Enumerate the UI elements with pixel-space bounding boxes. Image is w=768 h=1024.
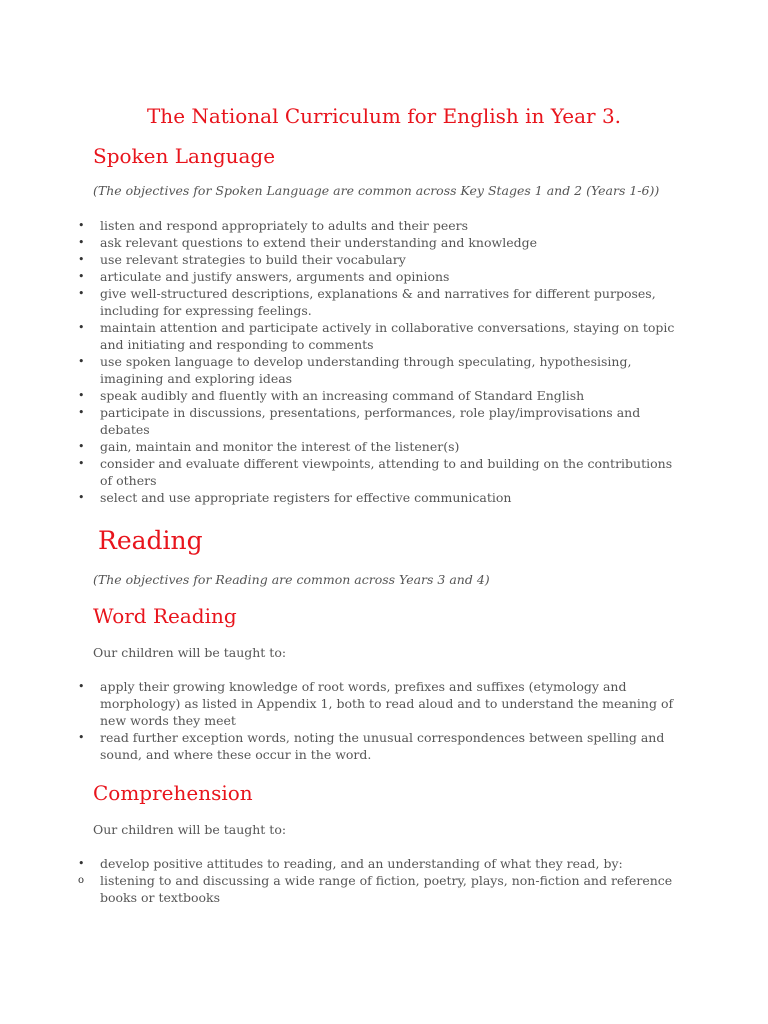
comprehension-intro: Our children will be taught to: [93,822,287,837]
list-item: • read further exception words, noting the unusual correspondences between spelling and sound, and where these occur in the word. [78,730,665,762]
document-title: The National Curriculum for English in Year 3. [146,104,622,128]
list-item: • apply their growing knowledge of root words, prefixes and suffixes (etymology and morphology) as listed in Appendix 1, both to read aloud and to understand the meaning of new words they meet [78,679,674,728]
spoken-language-note: (The objectives for Spoken Language are common across Key Stages 1 and 2 (Years 1-6)) [93,183,660,198]
list-item: • participate in discussions, presentations, performances, role play/improvisations and debates [78,405,641,437]
bullet-marker: • [78,731,85,744]
list-item: • speak audibly and fluently with an increasing command of Standard English [78,388,585,403]
bullet-marker: • [78,219,85,232]
list-item: • listen and respond appropriately to adults and their peers [78,218,469,233]
bullet-marker: • [78,389,85,402]
list-item: • ask relevant questions to extend their understanding and knowledge [78,235,537,250]
bullet-marker: • [78,457,85,470]
list-item: • articulate and justify answers, arguments and opinions [78,269,450,284]
list-item: • use relevant strategies to build their vocabulary [78,252,406,267]
bullet-marker: • [78,406,85,419]
word-reading-heading: Word Reading [93,604,237,628]
comprehension-list [0,855,768,906]
bullet-marker: • [78,440,85,453]
spoken-language-heading: Spoken Language [93,144,276,168]
bullet-marker: • [78,355,85,368]
list-item: • consider and evaluate different viewpoints, attending to and building on the contributions of others [78,456,673,488]
list-item: • give well-structured descriptions, explanations & and narratives for different purposes, including for expressing feelings. [78,286,656,318]
circle-bullet-marker: o [78,875,85,886]
reading-heading: Reading [98,526,203,555]
list-item: • maintain attention and participate actively in collaborative conversations, staying on topic and initiating and responding to comments [78,320,675,352]
list-item: • gain, maintain and monitor the interest of the listener(s) [78,439,460,454]
bullet-marker: • [78,680,85,693]
bullet-marker: • [78,287,85,300]
bullet-marker: • [78,270,85,283]
word-reading-list [0,678,768,763]
reading-note: (The objectives for Reading are common across Years 3 and 4) [93,572,490,587]
bullet-marker: • [78,236,85,249]
list-item: • develop positive attitudes to reading, and an understanding of what they read, by: [78,856,623,871]
word-reading-intro: Our children will be taught to: [93,645,287,660]
spoken-language-list [0,217,768,506]
list-item: • select and use appropriate registers for effective communication [78,490,512,505]
comprehension-heading: Comprehension [93,781,253,805]
bullet-marker: • [78,857,85,870]
bullet-marker: • [78,491,85,504]
bullet-marker: • [78,321,85,334]
list-item: • use spoken language to develop understanding through speculating, hypothesising, imagining and exploring ideas [78,354,632,386]
bullet-marker: • [78,253,85,266]
list-item: o listening to and discussing a wide range of fiction, poetry, plays, non-fiction and reference books or textbooks [78,873,673,905]
